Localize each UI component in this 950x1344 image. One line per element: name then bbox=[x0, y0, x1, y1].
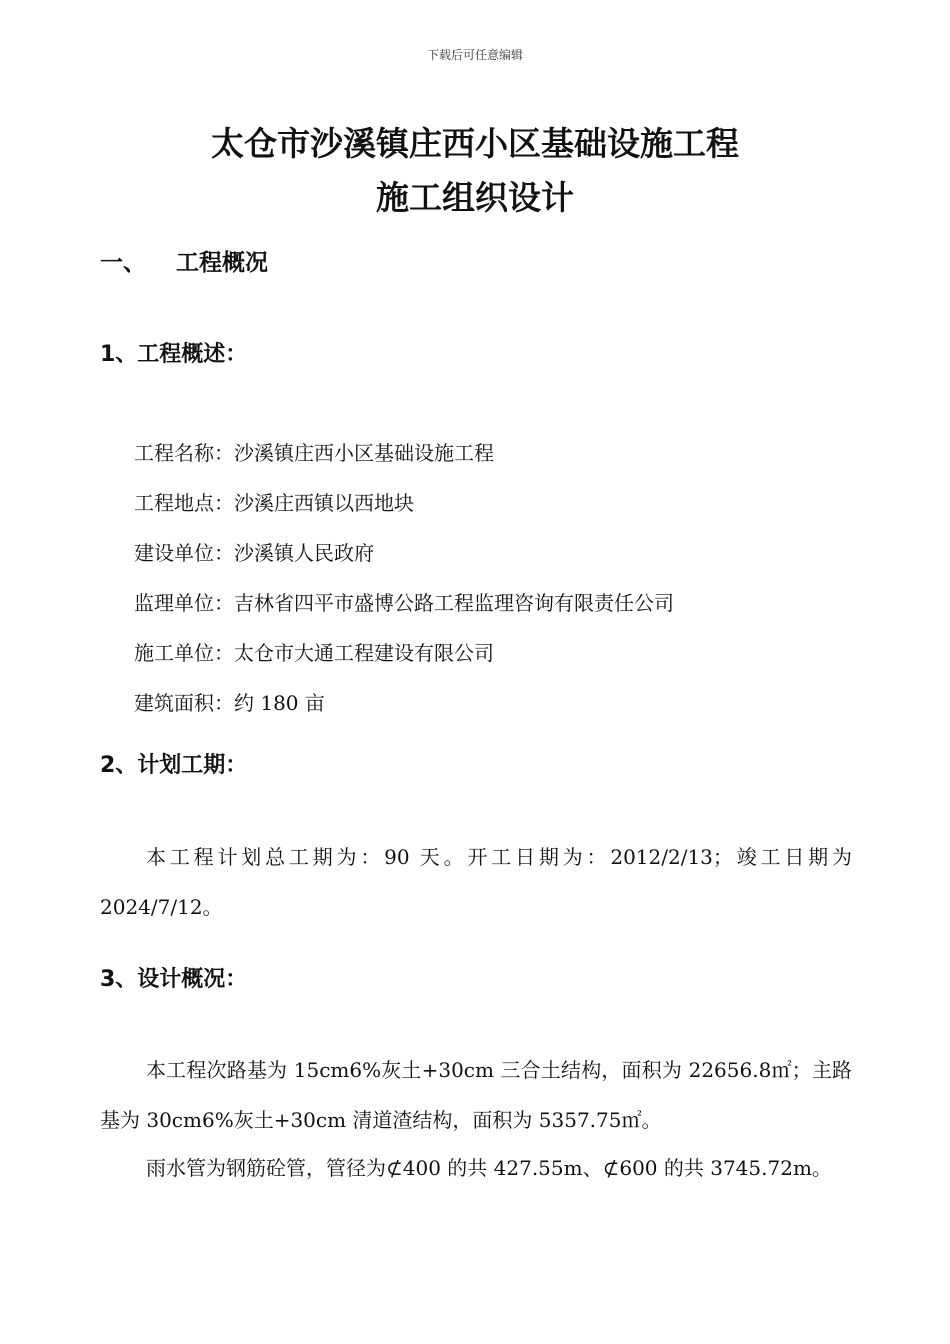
section-number: 一、 bbox=[100, 250, 146, 276]
document-title-line2: 施工组织设计 bbox=[376, 178, 574, 217]
schedule-heading: 2、计划工期： bbox=[100, 753, 248, 778]
schedule-paragraph: 本工程计划总工期为：90 天。开工日期为：2012/2/13；竣工日期为 2024/7/12。 bbox=[100, 845, 852, 919]
info-value: 沙溪镇庄西小区基础设施工程 bbox=[234, 441, 494, 465]
info-value: 吉林省四平市盛博公路工程监理咨询有限责任公司 bbox=[234, 591, 674, 615]
project-info-list bbox=[134, 428, 674, 728]
overview-heading: 1、工程概述： bbox=[100, 342, 248, 367]
section-heading bbox=[100, 244, 268, 277]
info-label: 建筑面积： bbox=[134, 691, 234, 715]
info-value: 沙溪镇人民政府 bbox=[234, 541, 374, 565]
info-label: 施工单位： bbox=[134, 641, 234, 665]
design-paragraph-1: 本工程次路基为 15cm6%灰土+30cm 三合土结构，面积为 22656.8㎡；主路基为 30cm6%灰土+30cm 清道渣结构，面积为 5357.75㎡。 bbox=[100, 1058, 852, 1132]
info-row-location bbox=[134, 478, 674, 528]
info-label: 建设单位： bbox=[134, 541, 234, 565]
info-row-name bbox=[134, 428, 674, 478]
design-heading: 3、设计概况： bbox=[100, 967, 248, 992]
info-label: 工程地点： bbox=[134, 491, 234, 515]
section-label: 工程概况 bbox=[176, 250, 268, 276]
info-label: 监理单位： bbox=[134, 591, 234, 615]
info-value: 太仓市大通工程建设有限公司 bbox=[234, 641, 494, 665]
header-note: 下载后可任意编辑 bbox=[426, 48, 523, 62]
info-row-owner bbox=[134, 528, 674, 578]
info-row-contractor bbox=[134, 628, 674, 678]
info-value: 约 180 亩 bbox=[234, 691, 325, 715]
info-value: 沙溪庄西镇以西地块 bbox=[234, 491, 414, 515]
info-row-supervisor bbox=[134, 578, 674, 628]
info-row-area bbox=[134, 678, 674, 728]
document-title-line1: 太仓市沙溪镇庄西小区基础设施工程 bbox=[211, 124, 739, 163]
design-paragraph-2: 雨水管为钢筋砼管，管径为⊄400 的共 427.55m、⊄600 的共 3745.72m。 bbox=[146, 1156, 832, 1180]
info-label: 工程名称： bbox=[134, 441, 234, 465]
